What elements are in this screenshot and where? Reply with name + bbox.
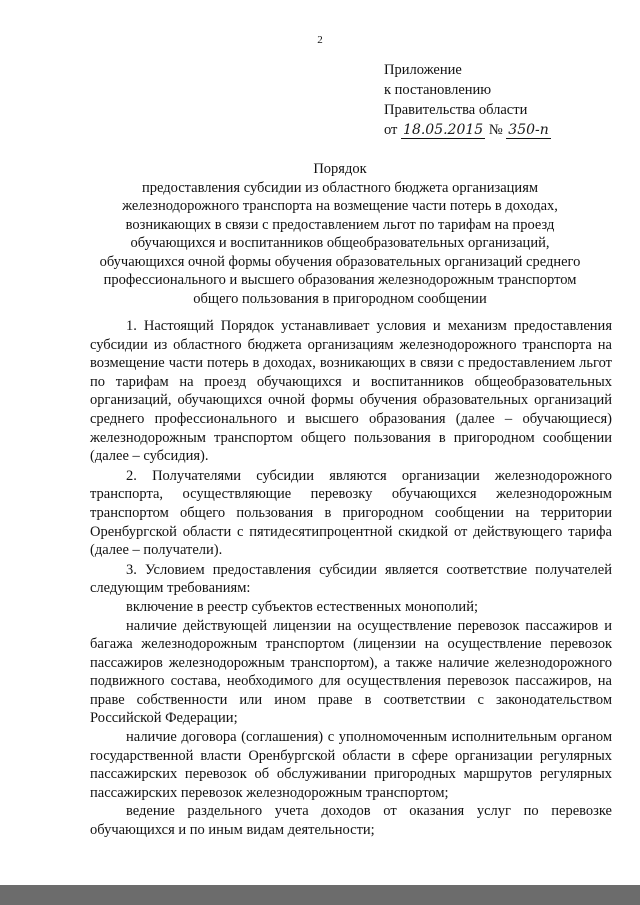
title-line: обучающихся очной формы обучения образовательных организаций среднего [99,253,581,270]
document-body [90,317,612,840]
handwritten-number: 350-п [508,122,549,138]
title-line: обучающихся и воспитанников общеобразовательных организаций, [130,235,550,251]
title-heading: Порядок [313,161,367,177]
title-line: железнодорожного транспорта на возмещение части потерь в доходах, [122,198,558,214]
requirement-item: наличие действующей лицензии на осуществление перевозок пассажиров и багажа железнодорожным транспортом (лицензии на осуществление перевозок пассажиров железнодорожным транспортом), а также наличие железнодорожного подвижного состава, необходимого для осуществления перевозок пассажиров, на праве собственности или ином праве в соответствии с законодательством Российской Федерации; [90,617,612,727]
title-line: профессионального и высшего образования железнодорожным транспортом [103,272,577,288]
appendix-block [384,60,551,140]
title-line: предоставления субсидии из областного бюджета организациям [141,179,539,196]
title-line: общего пользования в пригородном сообщении [193,290,487,307]
page-number: 2 [317,34,323,46]
date-prefix: от [384,122,398,138]
paragraph-3: 3. Условием предоставления субсидии является соответствие получателей следующим требованиям: [90,561,612,597]
paragraph-1: 1. Настоящий Порядок устанавливает условия и механизм предоставления субсидии из областного бюджета организациям железнодорожного транспорта на возмещение части потерь в доходах, возникающих в связи с предоставлением льгот по тарифам на проезд обучающихся и воспитанников общеобразовательных организаций, обучающихся очной формы обучения образовательных организаций среднего профессионального и высшего образования (далее – обучающиеся) железнодорожным транспортом общего пользования в пригородном сообщении (далее – субсидия). [90,318,612,465]
number-sign: № [488,122,503,138]
scan-bottom-bar [0,885,640,905]
appendix-line-government: Правительства области [384,102,528,118]
appendix-title: Приложение [384,62,462,78]
title-line: возникающих в связи с предоставлением льгот по тарифам на проезд [125,216,555,233]
handwritten-date: 18.05.2015 [403,122,484,138]
appendix-line-decree: к постановлению [384,82,492,98]
paragraph-2: 2. Получателями субсидии являются организации железнодорожного транспорта, осуществляющие перевозку обучающихся железнодорожным транспортом общего пользования в пригородном сообщении на территории Оренбургской области с пятидесятипроцентной скидкой от действующего тарифа (далее – получатели). [90,467,612,559]
requirement-item: наличие договора (соглашения) с уполномоченным исполнительным органом государственной власти Оренбургской области в сфере организации регулярных пассажирских перевозок об обслуживании пригородных маршрутов регулярных пассажирских перевозок железнодорожным транспортом; [90,729,612,801]
document-title [70,160,610,308]
appendix-date-line [384,120,551,140]
requirement-item: ведение раздельного учета доходов от оказания услуг по перевозке обучающихся и по иным видам деятельности; [90,803,612,839]
requirement-item: включение в реестр субъектов естественных монополий; [126,598,478,615]
